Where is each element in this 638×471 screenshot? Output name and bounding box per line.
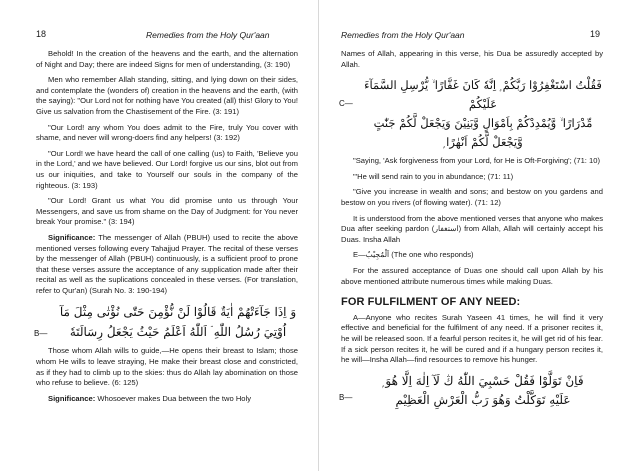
attribute-meaning: (The one who responds) bbox=[389, 250, 474, 260]
attribute-label: E— bbox=[353, 250, 366, 260]
verse-label: B— bbox=[34, 329, 48, 339]
significance-text: Whosoever makes Dua between the two Holy bbox=[95, 393, 252, 403]
paragraph: "Our Lord! any whom You does admit to the Fire, truly You cover with shame, and never will wrong-doers find any helpers! (3: 192) bbox=[36, 122, 298, 143]
arabic-line: اُوْتِيَ رُسُلُ اللّٰهِ ۘ اَللّٰهُ اَعْلَمُ حَيْثُ يَجْعَلُ رِسَالَتَهٗ bbox=[69, 325, 287, 340]
running-header: Remedies from the Holy Qur'aan bbox=[341, 30, 465, 40]
attribute-line bbox=[341, 250, 603, 261]
arabic-line: مِّدْرَارًا ۙ وَّيُمْدِدْكُمْ بِاَمْوَالٍ وَّبَنِيْنَ وَيَجْعَلْ لَّكُمْ جَنّٰتٍ bbox=[373, 116, 593, 131]
page-number: 18 bbox=[36, 29, 47, 39]
arabic-verse-c bbox=[339, 76, 603, 152]
paragraph: It is understood from the above mentioned verses that anyone who makes Dua after seeking pardon (استغفار) from Allah, Allah will certainly accept his Duas. Insha Allah bbox=[341, 213, 603, 244]
paragraph: Those whom Allah wills to guide,—He opens their breast to Islam; those whom He wills to leave straying, He make their breast close and constricted, as if they had to climb up to the skies: thus do Allah lay abomination on those who refuse to believe. (6: 125) bbox=[36, 346, 298, 388]
verse-label: C— bbox=[339, 99, 353, 109]
paragraph: "Our Lord! we have heard the call of one calling (us) to Faith, 'Believe you in the Lord,' and we have believed. Our Lord! forgive us our sins, blot out from us our iniquities, and take to Yourself our souls in the company of the righteous. (3: 193) bbox=[36, 148, 298, 190]
section-heading: FOR FULFILMENT OF ANY NEED: bbox=[341, 296, 521, 309]
arabic-line: عَلَيْهِ تَوَكَّلْتُ وَهُوَ رَبُّ الْعَرْشِ الْعَظِيْمِ bbox=[395, 392, 571, 407]
arabic-verse-b bbox=[34, 302, 298, 342]
significance-text: The messenger of Allah (PBUH) used to recite the above mentioned verses following every Tahajjud Prayer. The recital of these verses by the messenger of Allah (PBUH) continuously, is a sufficient proof to prone that these verses assure the acceptance of any supplication made after their recital as well as the suplications concealed in these verses. (For translation, refer to Qur'an) (Surah No. 3: 190-194) bbox=[36, 232, 298, 295]
paragraph: "Saying, 'Ask forgiveness from your Lord, for He is Oft-Forgiving'; (71: 10) bbox=[353, 156, 601, 166]
page-number: 19 bbox=[590, 29, 601, 39]
significance-label: Significance: bbox=[48, 232, 96, 242]
right-body bbox=[341, 49, 603, 410]
arabic-verse-b bbox=[339, 372, 603, 410]
arabic-line: فَقُلْتُ اسْتَغْفِرُوْا رَبَّكُمْ ۭ اِنَّهٗ كَانَ غَفَّارًا ۙ يُّرْسِلِ السَّمَآءَ عَلَيْكُمْ bbox=[364, 78, 602, 112]
attribute-arabic: اَلْمُجِيْبُ bbox=[365, 250, 390, 260]
significance-label: Significance: bbox=[48, 393, 96, 403]
running-header: Remedies from the Holy Qur'aan bbox=[146, 30, 270, 40]
significance-paragraph bbox=[36, 394, 298, 405]
right-page bbox=[319, 0, 638, 471]
paragraph: "Give you increase in wealth and sons; and bestow on you gardens and bestow on you rivers (of flowing water). (71: 12) bbox=[341, 187, 603, 207]
arabic-line: فَاِنْ تَوَلَّوْا فَقُلْ حَسْبِيَ اللّٰهُ ڭ لَآ اِلٰهَ اِلَّا هُوَ ۭ bbox=[382, 373, 584, 388]
paragraph: "Our Lord! Grant us what You did promise unto us through Your Messengers, and save us from shame on the Day of Judgment: for You never break Your promise." (3: 194) bbox=[36, 196, 298, 227]
arabic-line: وَّيَجْعَلْ لَّكُمْ اَنْهٰرًا ۭ bbox=[443, 135, 523, 150]
paragraph: For the assured acceptance of Duas one should call upon Allah by his above mentioned attribute numerous times while making Duas. bbox=[341, 265, 603, 286]
paragraph: Names of Allah, appearing in this verse, his Dua be assuredly accepted by Allah. bbox=[341, 49, 603, 69]
significance-paragraph bbox=[36, 233, 298, 297]
verse-label: B— bbox=[339, 392, 353, 402]
paragraph: A—Anyone who recites Surah Yaseen 41 times, he will find it very effective and beneficial for the fulfilment of any need. If a prisoner recites it, he will be released soon. If a fearful person recites it, he will get rid of his fear. If a sick person recites it, he will be cured and if a hungary person recites it, he will—Insha Allah—find resources to remove his hunger. bbox=[341, 312, 603, 365]
paragraph: Behold! In the creation of the heavens and the earth, and the alternation of Night and Day; there are indeed Signs for men of understanding, (3: 190) bbox=[36, 49, 298, 69]
arabic-line: وَ اِذَا جَآءَتْهُمْ اٰيَةٌ قَالُوْا لَنْ نُّؤْمِنَ حَتّٰى نُؤْتٰى مِثْلَ مَآ bbox=[59, 305, 297, 320]
left-body bbox=[36, 49, 298, 407]
paragraph: "'He will send rain to you in abundance; (71: 11) bbox=[353, 171, 514, 181]
paragraph: Men who remember Allah standing, sitting, and lying down on their sides, and contemplate the (wonders of) creation in the heavens and the earth, (with the saying): "Our Lord not for nothing have You created (all) this! Glory to You! Give us salvation from the Chastisement of the Fire. (3: 191) bbox=[36, 75, 298, 116]
